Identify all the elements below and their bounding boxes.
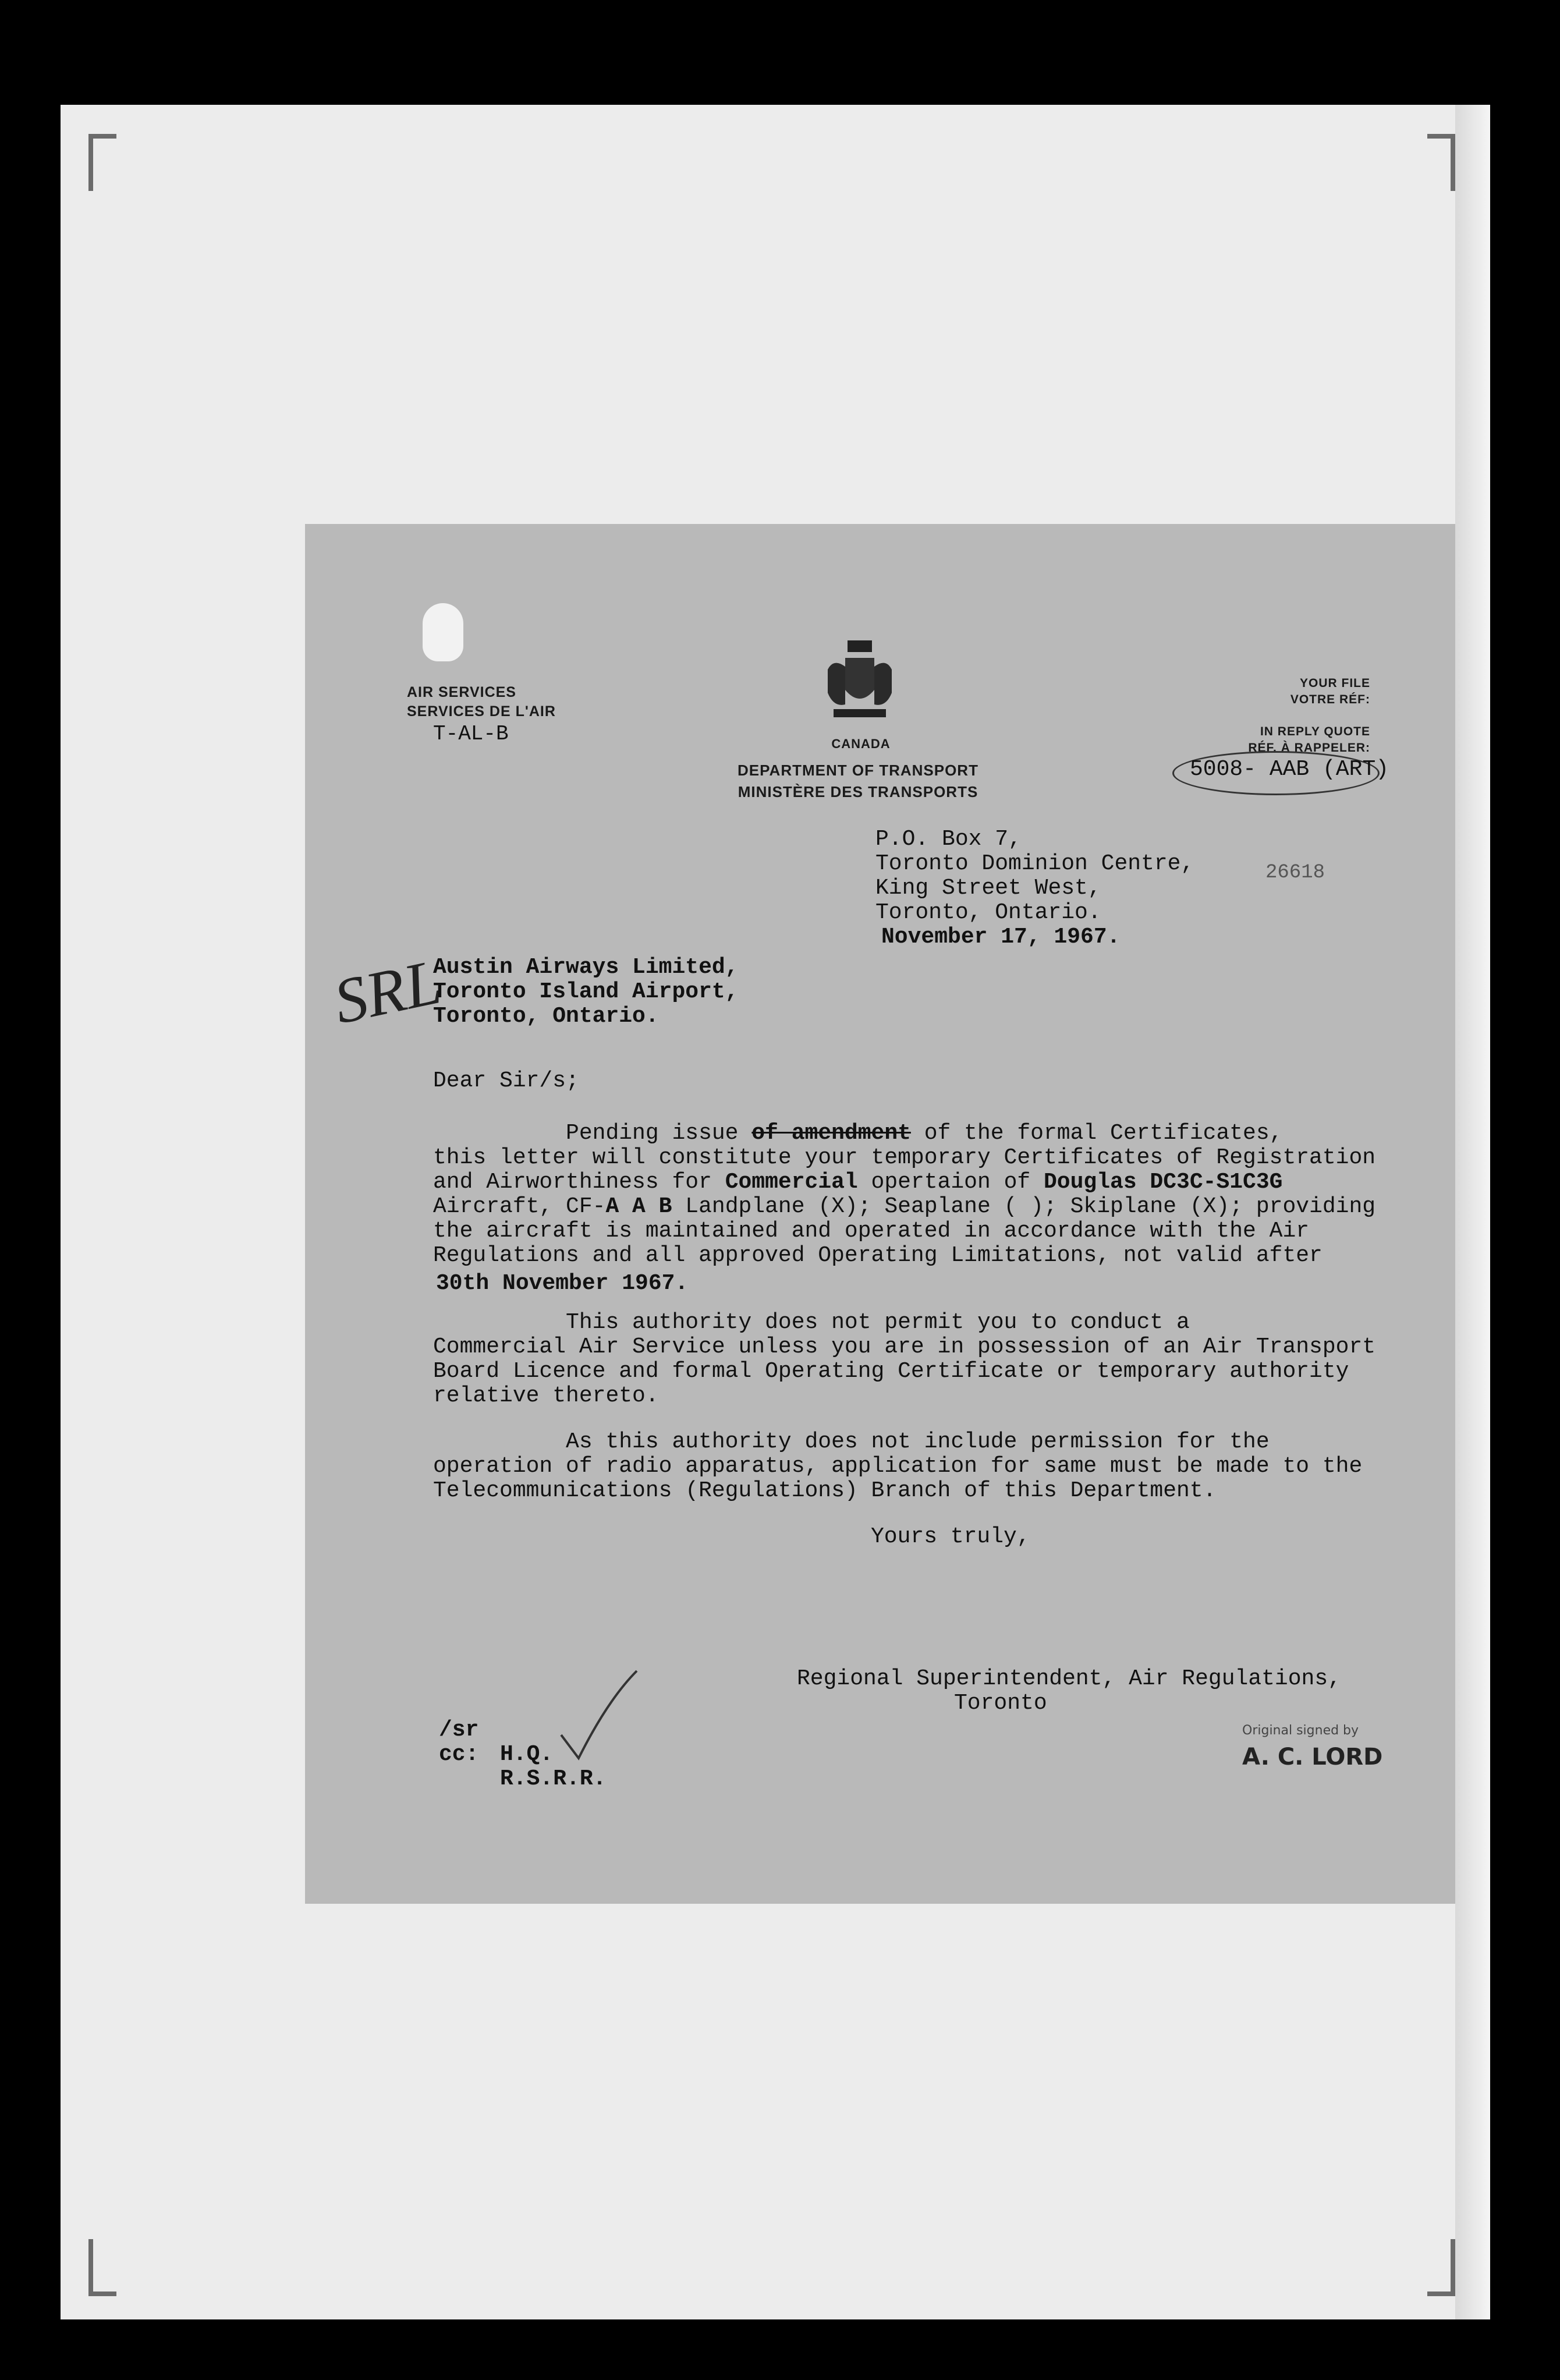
filled-field-registration: A A B: [605, 1194, 672, 1219]
letterhead-services-air: SERVICES DE L'AIR: [407, 703, 556, 720]
salutation: Dear Sir/s;: [433, 1068, 579, 1093]
department-name-english: DEPARTMENT OF TRANSPORT: [738, 762, 978, 779]
typist-initials: /sr: [439, 1717, 479, 1742]
letter-page: [305, 524, 1455, 1904]
crop-mark-bottom-left: [88, 2239, 116, 2296]
sender-address-line4: Toronto, Ontario.: [875, 900, 1101, 925]
body-paragraph2-line2: Commercial Air Service unless you are in possession of an Air Transport: [433, 1334, 1376, 1359]
closing: Yours truly,: [871, 1524, 1030, 1549]
crest-label: CANADA: [831, 736, 891, 751]
cc-label: cc:: [439, 1742, 479, 1767]
text-segment: opertaion of: [857, 1170, 1044, 1195]
crop-mark-bottom-right: [1427, 2239, 1455, 2296]
letterhead-air-services: AIR SERVICES: [407, 684, 516, 700]
text-segment: and Airworthiness for: [433, 1170, 725, 1195]
punch-hole: [423, 603, 463, 661]
reply-quote-label-french: RÉF. À RAPPELER:: [1248, 741, 1370, 755]
body-paragraph3-line1: As this authority does not include permission for the: [433, 1429, 1270, 1454]
stamp-number: 26618: [1265, 862, 1325, 884]
sender-address-line1: P.O. Box 7,: [875, 827, 1022, 852]
body-paragraph1-line4: [433, 1194, 1375, 1219]
canada-coat-of-arms-icon: [822, 635, 898, 728]
letter-date: November 17, 1967.: [881, 925, 1121, 950]
cc-recipient1: H.Q.: [500, 1742, 554, 1767]
sender-address-line3: King Street West,: [875, 876, 1101, 901]
body-paragraph1-line1: [433, 1121, 1282, 1146]
crop-mark-top-right: [1427, 134, 1455, 191]
filled-field-operation-type: Commercial: [725, 1170, 858, 1195]
signature-title-line1: Regional Superintendent, Air Regulations,: [797, 1666, 1341, 1691]
text-segment: Aircraft, CF-: [433, 1194, 606, 1219]
body-paragraph1-line2: this letter will constitute your temporary Certificates of Registration: [433, 1145, 1376, 1170]
your-file-label-french: VOTRE RÉF:: [1290, 693, 1370, 706]
body-paragraph1-line5: the aircraft is maintained and operated in accordance with the Air: [433, 1219, 1310, 1244]
body-paragraph2-line1: This authority does not permit you to conduct a: [433, 1310, 1190, 1335]
department-name-french: MINISTÈRE DES TRANSPORTS: [738, 783, 978, 801]
reply-reference-value: 5008- AAB (ART): [1190, 757, 1389, 782]
crop-mark-top-left: [88, 134, 116, 191]
body-paragraph2-line4: relative thereto.: [433, 1383, 659, 1408]
sender-address-line2: Toronto Dominion Centre,: [875, 851, 1194, 876]
text-segment: Landplane (X); Seaplane ( ); Skiplane (X); providing: [672, 1194, 1376, 1219]
body-paragraph1-line6: Regulations and all approved Operating Limitations, not valid after: [433, 1243, 1323, 1268]
body-paragraph2-line3: Board Licence and formal Operating Certificate or temporary authority: [433, 1359, 1349, 1384]
recipient-line3: Toronto, Ontario.: [433, 1004, 659, 1029]
mount-shadow: [1455, 105, 1490, 2319]
body-paragraph1-line7: 30th November 1967.: [436, 1271, 689, 1296]
reply-quote-label: IN REPLY QUOTE: [1260, 725, 1370, 738]
margin-initials: SRL: [328, 945, 447, 1037]
body-paragraph1-line3: [433, 1170, 1282, 1195]
recipient-line1: Austin Airways Limited,: [433, 955, 739, 980]
signature-title-line2: Toronto: [954, 1691, 1047, 1716]
body-paragraph3-line3: Telecommunications (Regulations) Branch of this Department.: [433, 1478, 1217, 1503]
struck-text: of amendment: [751, 1121, 911, 1146]
signed-stamp-label: Original signed by: [1242, 1723, 1359, 1738]
recipient-line2: Toronto Island Airport,: [433, 979, 739, 1004]
check-mark-icon: [555, 1665, 643, 1764]
filled-field-aircraft-type: Douglas DC3C-S1C3G: [1044, 1170, 1283, 1195]
text-segment: Pending issue: [433, 1121, 752, 1146]
cc-recipient2: R.S.R.R.: [500, 1766, 607, 1791]
left-reference: T-AL-B: [433, 722, 509, 746]
your-file-label: YOUR FILE: [1299, 677, 1370, 690]
body-paragraph3-line2: operation of radio apparatus, application for same must be made to the: [433, 1454, 1363, 1479]
signed-stamp-name: A. C. LORD: [1242, 1744, 1383, 1770]
text-segment: of the formal Certificates,: [910, 1121, 1283, 1146]
